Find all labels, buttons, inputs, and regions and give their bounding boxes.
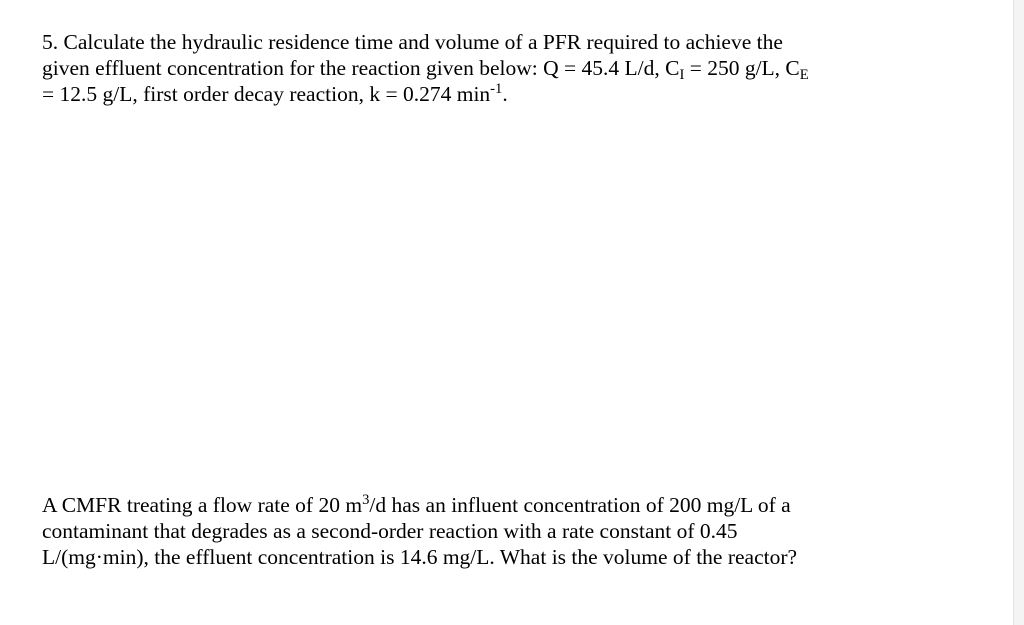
cmfr-problem-line-3-text: L/(mg·min), the effluent concentration is 14.6 mg/L. What is the volume of the reactor? <box>42 545 798 569</box>
problem-5-line-3-text-b: . <box>502 82 508 106</box>
subscript-e: E <box>799 67 809 84</box>
problem-5-line-3 <box>42 81 842 107</box>
vertical-scrollbar[interactable] <box>1013 0 1024 625</box>
problem-5-line-3-text-a: = 12.5 g/L, first order decay reaction, k = 0.274 min <box>42 82 491 106</box>
cmfr-problem-text <box>42 492 842 570</box>
problem-5-line-1 <box>42 29 842 55</box>
problem-5-line-2-text-a: given effluent concentration for the reaction given below: Q = 45.4 L/d, C <box>42 56 680 80</box>
cmfr-problem-line-2-text: contaminant that degrades as a second-order reaction with a rate constant of 0.45 <box>42 519 738 543</box>
superscript-minus-one: -1 <box>490 80 503 97</box>
cmfr-problem-line-3 <box>42 544 842 570</box>
problem-5-line-1-text: 5. Calculate the hydraulic residence time and volume of a PFR required to achieve the <box>42 30 783 54</box>
subscript-i: I <box>679 67 685 84</box>
problem-5-line-2-text-b: = 250 g/L, C <box>684 56 800 80</box>
cmfr-problem-line-1 <box>42 492 842 518</box>
cmfr-problem-line-2 <box>42 518 842 544</box>
problem-5-text <box>42 29 842 107</box>
problem-5-line-2 <box>42 55 842 84</box>
cmfr-problem-line-1-text-b: /d has an influent concentration of 200 mg/L of a <box>369 493 791 517</box>
superscript-three: 3 <box>362 491 370 508</box>
cmfr-problem-line-1-text-a: A CMFR treating a flow rate of 20 m <box>42 493 363 517</box>
